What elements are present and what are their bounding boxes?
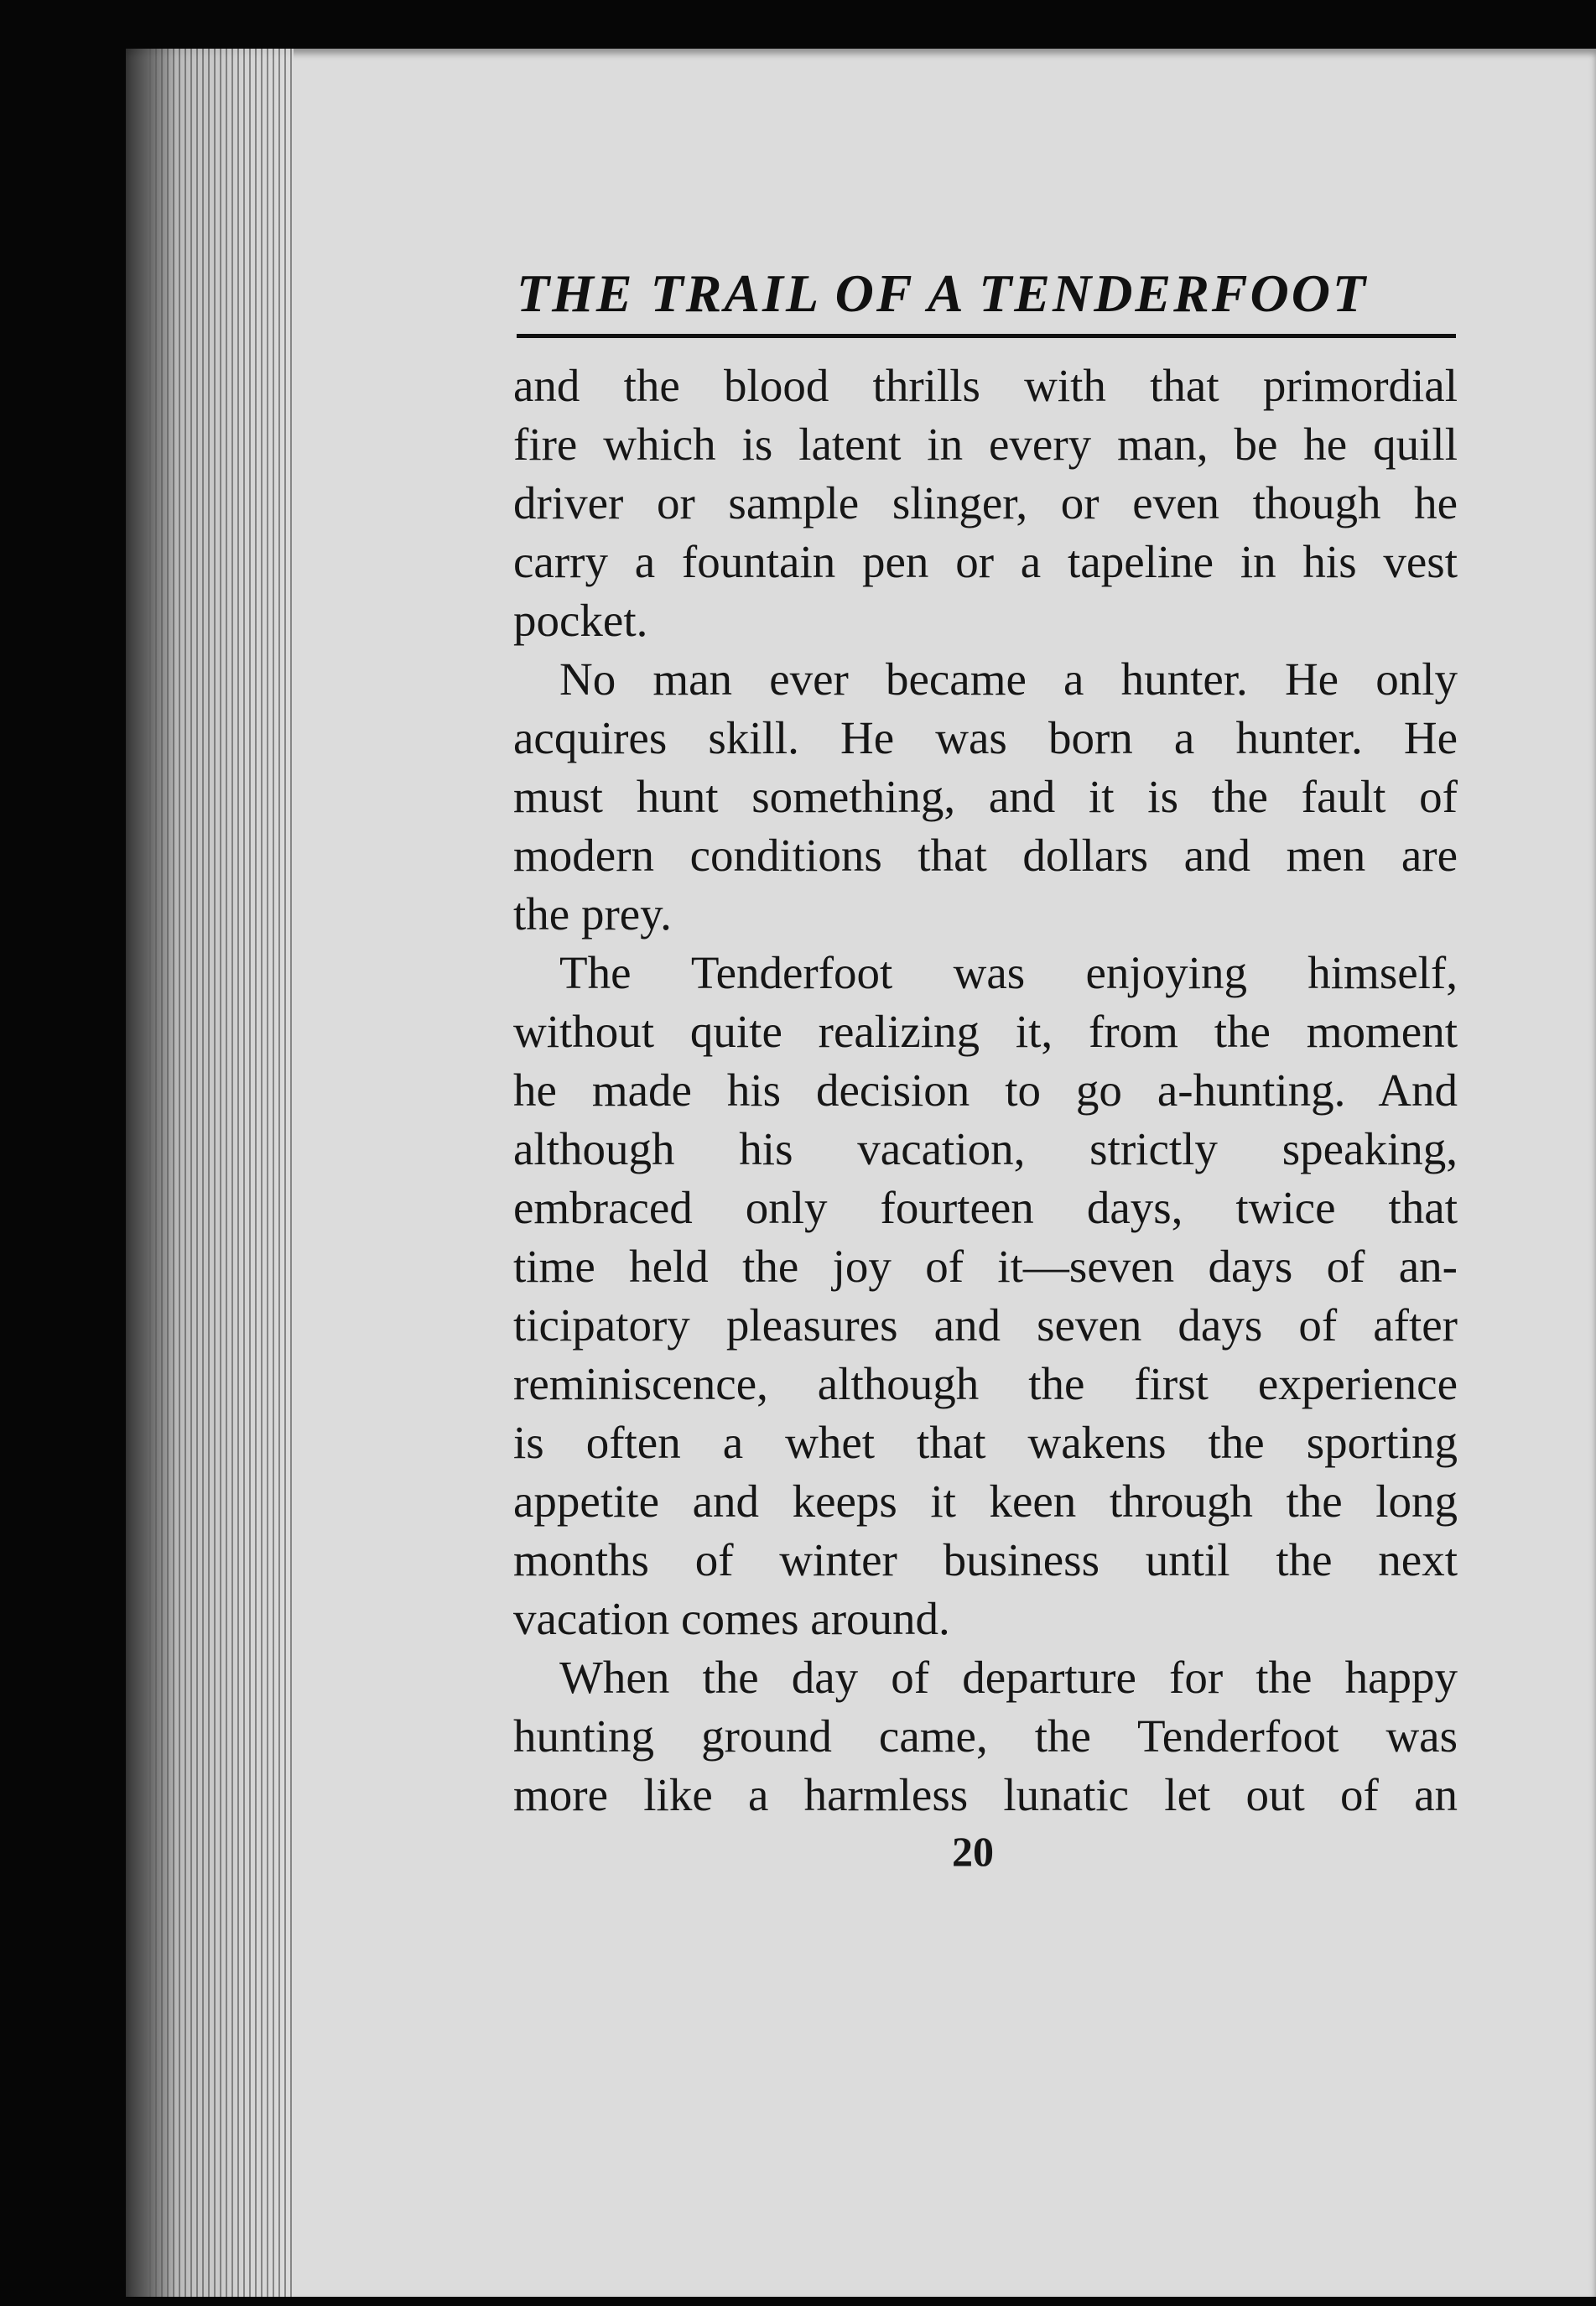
text-line: is often a whet that wakens the sporting	[513, 1417, 1458, 1468]
text-line: reminiscence, although the first experience	[513, 1358, 1458, 1409]
text-line: time held the joy of it—seven days of an-	[513, 1241, 1458, 1292]
text-line: hunting ground came, the Tenderfoot was	[513, 1710, 1458, 1762]
text-line: When the day of departure for the happy	[559, 1652, 1458, 1703]
text-line: carry a fountain pen or a tapeline in his vest	[513, 536, 1458, 587]
text-line: ticipatory pleasures and seven days of after	[513, 1299, 1458, 1351]
text-line: acquires skill. He was born a hunter. He	[513, 712, 1458, 763]
text-line: more like a harmless lunatic let out of an	[513, 1769, 1458, 1820]
text-line: appetite and keeps it keen through the long	[513, 1476, 1458, 1527]
text-line: he made his decision to go a-hunting. And	[513, 1065, 1458, 1116]
page-stack-edges	[126, 49, 294, 2297]
running-head-rule	[517, 334, 1456, 338]
text-line: pocket.	[513, 595, 648, 646]
text-line: months of winter business until the next	[513, 1534, 1458, 1585]
text-line: the prey.	[513, 888, 672, 940]
text-line: without quite realizing it, from the moment	[513, 1006, 1458, 1057]
text-line: although his vacation, strictly speaking,	[513, 1123, 1458, 1174]
page-number: 20	[952, 1828, 994, 1875]
text-line: No man ever became a hunter. He only	[559, 653, 1458, 705]
body-text	[513, 357, 1458, 1824]
text-line: vacation comes around.	[513, 1593, 950, 1644]
text-line: fire which is latent in every man, be he quill	[513, 419, 1458, 470]
running-head: THE TRAIL OF A TENDERFOOT	[517, 263, 1368, 323]
text-line: embraced only fourteen days, twice that	[513, 1182, 1458, 1233]
text-line: The Tenderfoot was enjoying himself,	[559, 947, 1458, 998]
text-line: driver or sample slinger, or even though he	[513, 477, 1458, 528]
text-line: and the blood thrills with that primordial	[513, 360, 1458, 411]
text-line: modern conditions that dollars and men are	[513, 830, 1458, 881]
text-line: must hunt something, and it is the fault of	[513, 771, 1458, 822]
